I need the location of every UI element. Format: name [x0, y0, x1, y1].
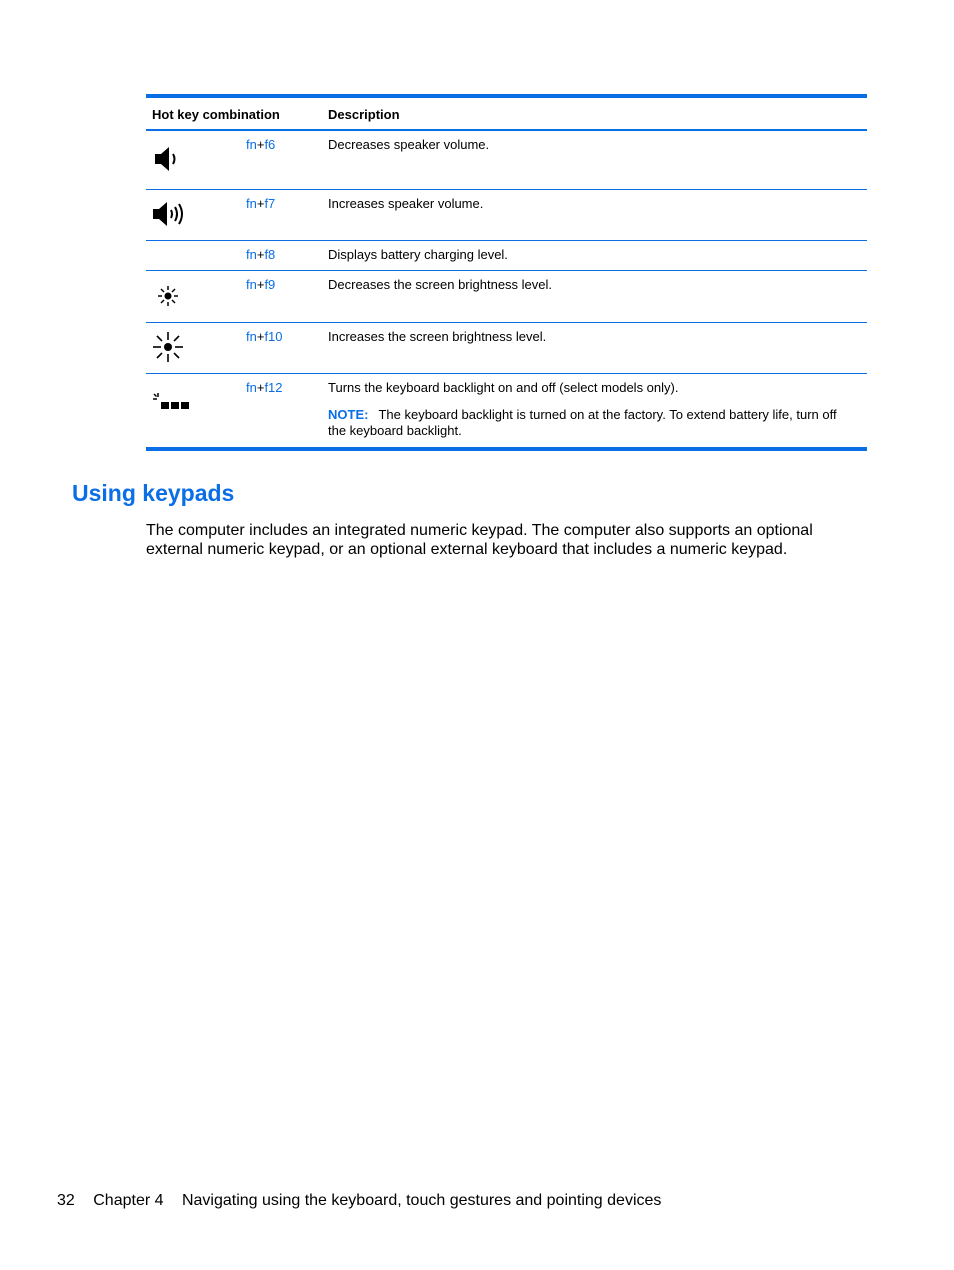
table-row [146, 130, 867, 189]
key-combo: fn+f8 [246, 246, 276, 262]
chapter-label: Chapter 4 [93, 1192, 164, 1209]
chapter-title: Navigating using the keyboard, touch gestures and pointing devices [181, 1192, 662, 1209]
table-row [146, 373, 867, 449]
hotkey-table-container [146, 94, 867, 451]
section-body: The computer includes an integrated numeric keypad. The computer also supports an optional external numeric keypad, or an optional external keyboard that includes a numeric keypad. [146, 522, 813, 558]
description: Displays battery charging level. [328, 246, 508, 262]
key-combo: fn+f7 [246, 195, 276, 211]
page-footer [57, 1192, 675, 1210]
icon-cell [146, 130, 234, 189]
description: Turns the keyboard backlight on and off (select models only). [328, 379, 679, 395]
note-text: The keyboard backlight is turned on at the factory. To extend battery life, turn off the keyboard backlight. [328, 406, 837, 438]
description: Increases the screen brightness level. [328, 328, 547, 344]
key-combo: fn+f10 [246, 328, 283, 344]
description: Decreases the screen brightness level. [328, 276, 553, 292]
icon-cell [146, 373, 234, 449]
table-row [146, 189, 867, 240]
header-description: Description [328, 107, 400, 122]
key-combo: fn+f12 [246, 379, 283, 395]
note [328, 407, 857, 447]
key-combo: fn+f6 [246, 137, 276, 152]
table-header-row [146, 96, 867, 130]
description: Decreases speaker volume. [328, 137, 490, 152]
icon-cell [146, 270, 234, 322]
key-combo: fn+f9 [246, 276, 276, 292]
table-row [146, 322, 867, 373]
table-row [146, 240, 867, 270]
table-row [146, 270, 867, 322]
icon-cell [146, 240, 234, 270]
keyboard-backlight-icon [152, 392, 192, 414]
speaker-high-icon [152, 200, 186, 228]
brightness-high-icon [152, 331, 184, 363]
speaker-low-icon [152, 145, 184, 173]
icon-cell [146, 189, 234, 240]
description: Increases speaker volume. [328, 195, 484, 211]
note-label: NOTE: [328, 406, 369, 422]
hotkey-table [146, 94, 867, 451]
page-number: 32 [57, 1192, 75, 1209]
description-cell [322, 373, 867, 449]
icon-cell [146, 322, 234, 373]
header-hot-key: Hot key combination [152, 107, 280, 122]
section-title: Using keypads [72, 480, 235, 506]
brightness-low-icon [156, 284, 180, 308]
